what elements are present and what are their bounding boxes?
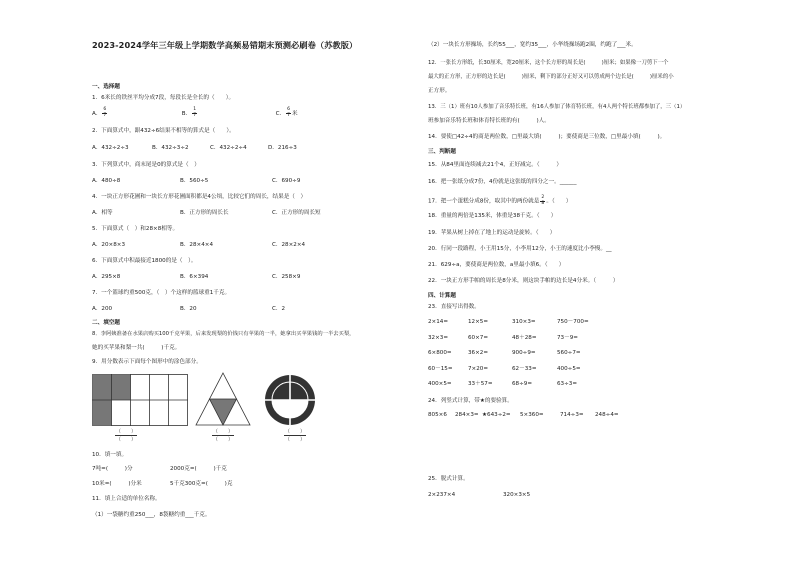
question-23: 23．直接写出得数。	[428, 304, 480, 310]
question-22: 22．一块正方形手帕的周长是8分米，则这块手帕的边长是4分米。（ ）	[428, 278, 619, 284]
question-6-options: A．295×8 B．6×394 C．258×9	[92, 274, 301, 280]
vertical-calc-item: 5×360=	[520, 412, 544, 418]
mental-math-item: 310×3=	[512, 319, 536, 325]
vertical-calc-item: 248÷4=	[595, 412, 619, 418]
question-10: 10．填一填。	[92, 452, 128, 458]
answer-blank-denominator-3[interactable]: （ ）	[285, 437, 306, 443]
question-15: 15．从84里面连续减去21个4，正好减完。（ ）	[428, 162, 562, 168]
question-12: 12．一张长方形纸，长30厘米，宽20厘米，这个长方形的周长是( )厘米；如果像一刀剪下一个	[428, 60, 669, 66]
question-1: 1．6米长的铁丝平均分成7段，每段长是全长的（ ）。	[92, 95, 235, 101]
question-7: 7．一个篮球约重500克，（ ）个这样的篮球重1千克。	[92, 290, 231, 296]
section-heading-fill: 二、填空题	[92, 320, 120, 326]
mental-math-item: 2×14=	[428, 319, 449, 325]
mental-math-item: 63÷3=	[557, 381, 578, 387]
question-11: 11．填上合适的单位名称。	[92, 496, 161, 502]
mental-math-item: 60－15=	[428, 365, 453, 372]
question-10-row2-b: 5千克300克=( )克	[170, 481, 233, 487]
mental-math-item: 48＋28=	[512, 334, 537, 341]
step-calc-item: 2×237×4	[428, 492, 456, 498]
answer-blank-numerator-3[interactable]: （ ）	[285, 429, 306, 435]
question-11-part2: （2）一块长方形操场，长约55___，宽约35___，小华绕操场跑2圈，约跑了___米。	[428, 42, 637, 48]
mental-math-item: 400÷5=	[557, 365, 581, 372]
question-13-continued: 班参加音乐特长班和体育特长班的有( )人。	[428, 118, 550, 124]
mental-math-item: 750－700=	[557, 319, 589, 325]
question-7-options: A．200 B．20 C．2	[92, 306, 286, 312]
shaded-triangle-figure	[195, 372, 251, 426]
mental-math-item: 12×5=	[468, 319, 489, 325]
question-2: 2．下面算式中，跟432÷6结果不相等的算式是（ ）。	[92, 128, 235, 134]
question-20: 20．行同一段路程，小王用15分，小李用12分，小王的速度比小李慢。__	[428, 246, 612, 252]
question-4-options: A．相等 B．正方形的周长长 C．正方形的周长短	[92, 210, 321, 216]
mental-math-item: 400×5=	[428, 381, 452, 387]
shaded-rectangle-figure	[92, 374, 188, 426]
vertical-calc-item: 714÷3=	[560, 412, 584, 418]
question-10-row1-b: 2000克=( )千克	[170, 466, 227, 472]
mental-math-item: 900÷9=	[512, 350, 536, 356]
question-4: 4．一块正方形花圃和一块长方形花圃面积都是4公顷，比较它们的周长，结果是（ ）	[92, 194, 307, 200]
mental-math-item: 60×7=	[468, 334, 489, 341]
question-24: 24．列竖式计算，带★的要验算。	[428, 398, 513, 404]
question-8-continued: 她的买苹果和梨一共( )千克。	[92, 345, 181, 351]
answer-blank-denominator-1[interactable]: （ ）	[116, 437, 137, 443]
section-heading-choice: 一、选择题	[92, 84, 120, 90]
question-5-options: A．20×8×3 B．28×4×4 C．28×2×4	[92, 242, 306, 248]
question-8: 8．李阿姨准备在水果店购买100千克苹果，后来发现梨的价钱只有苹果的一半，她拿出买苹果钱的一半去买梨，	[92, 331, 355, 337]
question-5: 5．下面算式（ ）和28×8相等。	[92, 226, 179, 232]
step-calc-item: 320×3×5	[503, 492, 531, 498]
question-17: 17．把一个蛋糕分成8份，取其中的两份就是 $\frac{2}{8}$ 。（ ）	[428, 195, 572, 206]
page-title: 2023-2024学年三年级上学期数学高频易错期末预测必刷卷（苏教版）	[92, 40, 358, 50]
mental-math-item: 32×3=	[428, 334, 449, 341]
mental-math-item: 36×2=	[468, 350, 489, 356]
answer-blank-numerator-2[interactable]: （ ）	[213, 429, 234, 435]
question-10-row2-a: 10米=( )分米	[92, 481, 142, 487]
question-18: 18．重量的两倍是135米，体重是38千克。（ ）	[428, 213, 557, 219]
question-11-part1: （1）一袋糖约重250___，8袋糖约重___千克。	[92, 512, 211, 518]
mental-math-item: 6×800=	[428, 350, 452, 356]
question-1-options: A． $\frac{6}{7}$ B． $\frac{1}{7}$ C． $\frac{6}{7}$ 米	[92, 107, 298, 118]
mental-math-item: 68÷9=	[512, 381, 533, 387]
question-21: 21．629÷a，要使商是两位数，a里最小填6。（ ）	[428, 262, 565, 268]
section-heading-judge: 三、判断题	[428, 149, 456, 155]
answer-blank-denominator-2[interactable]: （ ）	[213, 437, 234, 443]
question-16: 16．把一张纸分成7份，4份就是这张纸的四分之一。______	[428, 179, 577, 185]
question-14: 14．要使□42÷4的商是两位数，□里最大填( )；要使商是三位数，□里最小填( )。	[428, 134, 666, 140]
question-12-continued: 最大的正方形，正方形的边长是( )厘米，剩下的部分正好又可以剪成两个边长是( )厘米的小	[428, 74, 674, 80]
shaded-circle-figure	[264, 374, 316, 426]
vertical-calc-item: 284×3=	[455, 412, 479, 418]
mental-math-item: 7×20=	[468, 365, 489, 372]
mental-math-item: 62－33=	[512, 365, 537, 372]
mental-math-item: 33＋57=	[468, 381, 493, 387]
section-heading-calc: 四、计算题	[428, 293, 456, 299]
question-12-end: 正方形。	[428, 88, 451, 94]
question-3: 3．下列算式中，商末尾是0的算式是（ ）	[92, 162, 200, 168]
question-10-row1-a: 7吨=( )分	[92, 466, 133, 472]
mental-math-item: 73－9=	[557, 334, 578, 341]
question-19: 19．苹果从树上掉在了地上的运动是旋转。（ ）	[428, 230, 556, 236]
vertical-calc-item: 805×6	[428, 412, 447, 418]
question-3-options: A．480÷8 B．560÷5 C．690÷9	[92, 178, 301, 184]
question-6: 6．下面算式中积最接近1800的是（ ）。	[92, 258, 197, 264]
mental-math-item: 560÷7=	[557, 350, 581, 356]
question-25: 25．脱式计算。	[428, 476, 469, 482]
question-13: 13．三（1）班有10人参加了音乐特长班，有16人参加了体育特长班，有4人两个特长班都参加了，三（1）	[428, 104, 686, 110]
question-9: 9．用分数表示下面每个图形中的涂色部分。	[92, 359, 202, 365]
question-2-options: A．432÷2÷3 B．432÷3÷2 C．432÷2÷4 D．216÷3	[92, 145, 297, 151]
answer-blank-numerator-1[interactable]: （ ）	[116, 429, 137, 435]
vertical-calc-item: ★643÷2=	[482, 412, 511, 418]
